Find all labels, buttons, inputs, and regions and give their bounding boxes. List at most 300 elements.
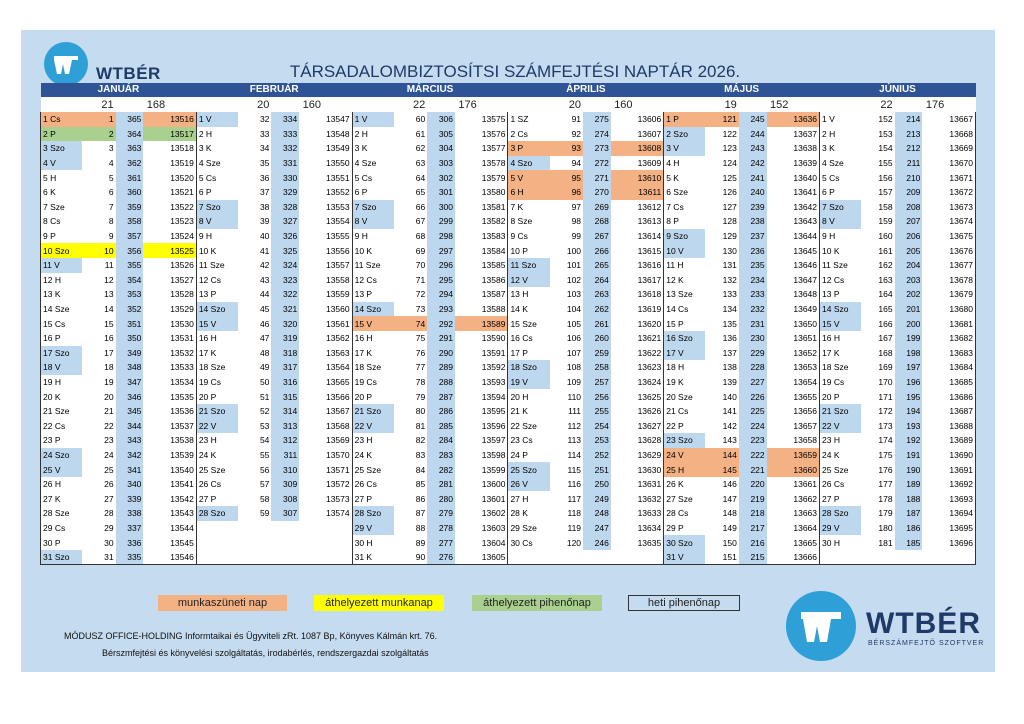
day-label: 6 P xyxy=(820,185,862,200)
day-of-year: 63 xyxy=(394,156,427,171)
day-of-year: 137 xyxy=(705,346,738,361)
day-label: 29 V xyxy=(820,521,862,536)
day-serial: 13610 xyxy=(611,170,664,185)
day-of-year: 4 xyxy=(82,156,115,171)
day-label: 29 P xyxy=(664,521,706,536)
month-workdays: 20 xyxy=(508,97,583,112)
day-serial: 13518 xyxy=(143,141,196,156)
day-of-year: 144 xyxy=(705,448,738,463)
days-remaining: 185 xyxy=(895,535,923,550)
day-label: 30 Szo xyxy=(664,535,706,550)
day-of-year: 64 xyxy=(394,170,427,185)
day-of-year: 30 xyxy=(82,535,115,550)
day-label: 22 V xyxy=(196,418,238,433)
day-serial: 13627 xyxy=(611,418,664,433)
day-label: 14 K xyxy=(508,302,550,317)
day-label: 27 K xyxy=(41,491,83,506)
day-label: 12 Cs xyxy=(352,273,394,288)
empty-cell xyxy=(271,550,299,565)
day-serial: 13692 xyxy=(922,477,975,492)
day-serial: 13516 xyxy=(143,112,196,127)
day-label: 8 Sze xyxy=(508,214,550,229)
day-label: 10 K xyxy=(820,243,862,258)
day-of-year: 174 xyxy=(861,433,894,448)
day-serial: 13594 xyxy=(455,389,508,404)
day-serial: 13691 xyxy=(922,462,975,477)
day-label: 27 P xyxy=(820,491,862,506)
days-remaining: 299 xyxy=(427,214,455,229)
day-label: 28 Sze xyxy=(41,506,83,521)
day-of-year: 54 xyxy=(238,433,271,448)
day-of-year: 34 xyxy=(238,141,271,156)
day-of-year: 89 xyxy=(394,535,427,550)
day-serial: 13620 xyxy=(611,316,664,331)
day-serial: 13521 xyxy=(143,185,196,200)
day-serial: 13555 xyxy=(299,229,352,244)
empty-cell xyxy=(820,550,862,565)
day-label: 11 Sze xyxy=(352,258,394,273)
day-label: 2 H xyxy=(196,127,238,142)
day-of-year: 100 xyxy=(550,243,583,258)
day-label: 4 Sze xyxy=(820,156,862,171)
day-serial: 13611 xyxy=(611,185,664,200)
days-remaining: 202 xyxy=(895,287,923,302)
day-serial: 13536 xyxy=(143,404,196,419)
days-remaining: 347 xyxy=(116,375,144,390)
day-label: 26 K xyxy=(664,477,706,492)
day-of-year: 6 xyxy=(82,185,115,200)
day-label: 16 Cs xyxy=(508,331,550,346)
day-serial: 13614 xyxy=(611,229,664,244)
days-remaining: 228 xyxy=(739,360,767,375)
days-remaining: 248 xyxy=(583,506,611,521)
day-label: 1 V xyxy=(820,112,862,127)
days-remaining: 323 xyxy=(271,273,299,288)
days-remaining: 274 xyxy=(583,127,611,142)
day-serial: 13583 xyxy=(455,229,508,244)
day-of-year: 147 xyxy=(705,491,738,506)
day-of-year: 74 xyxy=(394,316,427,331)
day-label: 23 Cs xyxy=(508,433,550,448)
day-label: 25 Sze xyxy=(196,462,238,477)
days-remaining: 285 xyxy=(427,418,455,433)
day-label: 9 Cs xyxy=(508,229,550,244)
days-remaining: 211 xyxy=(895,156,923,171)
day-serial: 13524 xyxy=(143,229,196,244)
day-of-year: 138 xyxy=(705,360,738,375)
days-remaining: 257 xyxy=(583,375,611,390)
day-serial: 13608 xyxy=(611,141,664,156)
day-serial: 13668 xyxy=(922,127,975,142)
day-serial: 13517 xyxy=(143,127,196,142)
days-remaining: 345 xyxy=(116,404,144,419)
days-remaining: 330 xyxy=(271,170,299,185)
day-label: 28 Szo xyxy=(352,506,394,521)
days-remaining: 210 xyxy=(895,170,923,185)
day-serial: 13688 xyxy=(922,418,975,433)
day-serial: 13525 xyxy=(143,243,196,258)
days-remaining: 357 xyxy=(116,229,144,244)
footer-company: MÓDUSZ OFFICE-HOLDING Informtaikai és Ügyviteli zRt. 1087 Bp, Könyves Kálmán krt. 76. xyxy=(64,631,438,641)
day-of-year: 41 xyxy=(238,243,271,258)
day-serial: 13605 xyxy=(455,550,508,565)
day-serial: 13647 xyxy=(767,273,820,288)
day-serial: 13592 xyxy=(455,360,508,375)
days-remaining: 305 xyxy=(427,127,455,142)
days-remaining: 342 xyxy=(116,448,144,463)
day-serial: 13547 xyxy=(299,112,352,127)
day-serial: 13618 xyxy=(611,287,664,302)
day-of-year: 167 xyxy=(861,331,894,346)
day-of-year: 73 xyxy=(394,302,427,317)
days-remaining: 246 xyxy=(583,535,611,550)
day-label: 13 H xyxy=(508,287,550,302)
day-label: 14 Szo xyxy=(352,302,394,317)
day-of-year: 134 xyxy=(705,302,738,317)
day-of-year: 65 xyxy=(394,185,427,200)
day-of-year: 132 xyxy=(705,273,738,288)
day-label: 4 Sze xyxy=(352,156,394,171)
days-remaining: 206 xyxy=(895,229,923,244)
day-label: 6 Sze xyxy=(664,185,706,200)
month-workdays: 19 xyxy=(664,97,739,112)
days-remaining: 215 xyxy=(739,550,767,565)
days-remaining: 235 xyxy=(739,258,767,273)
day-serial: 13613 xyxy=(611,214,664,229)
day-of-year: 123 xyxy=(705,141,738,156)
day-label: 23 H xyxy=(196,433,238,448)
day-of-year: 142 xyxy=(705,418,738,433)
legend-weekend: heti pihenőnap xyxy=(628,595,740,611)
day-label: 7 Sze xyxy=(41,200,83,215)
day-label: 26 Cs xyxy=(820,477,862,492)
days-remaining: 195 xyxy=(895,389,923,404)
days-remaining: 242 xyxy=(739,156,767,171)
day-label: 17 K xyxy=(352,346,394,361)
day-of-year: 135 xyxy=(705,316,738,331)
day-label: 7 Cs xyxy=(664,200,706,215)
day-label: 27 P xyxy=(196,491,238,506)
day-of-year: 66 xyxy=(394,200,427,215)
day-of-year: 86 xyxy=(394,491,427,506)
days-remaining: 364 xyxy=(116,127,144,142)
day-label: 23 P xyxy=(41,433,83,448)
day-of-year: 72 xyxy=(394,287,427,302)
day-label: 8 V xyxy=(820,214,862,229)
day-of-year: 8 xyxy=(82,214,115,229)
day-serial: 13679 xyxy=(922,287,975,302)
day-serial: 13621 xyxy=(611,331,664,346)
day-serial: 13622 xyxy=(611,346,664,361)
days-remaining: 238 xyxy=(739,214,767,229)
days-remaining: 306 xyxy=(427,112,455,127)
day-of-year: 24 xyxy=(82,448,115,463)
days-remaining: 336 xyxy=(116,535,144,550)
day-of-year: 98 xyxy=(550,214,583,229)
day-of-year: 180 xyxy=(861,521,894,536)
empty-cell xyxy=(299,550,352,565)
days-remaining: 213 xyxy=(895,127,923,142)
day-serial: 13642 xyxy=(767,200,820,215)
days-remaining: 198 xyxy=(895,346,923,361)
day-label: 16 H xyxy=(820,331,862,346)
empty-cell xyxy=(895,550,923,565)
day-serial: 13549 xyxy=(299,141,352,156)
day-label: 2 H xyxy=(820,127,862,142)
day-serial: 13519 xyxy=(143,156,196,171)
page-title: TÁRSADALOMBIZTOSÍTSI SZÁMFEJTÉSI NAPTÁR 2026. xyxy=(289,62,741,81)
empty-cell xyxy=(238,535,271,550)
day-serial: 13693 xyxy=(922,491,975,506)
days-remaining: 221 xyxy=(739,462,767,477)
month-hours: 176 xyxy=(895,97,976,112)
day-serial: 13539 xyxy=(143,448,196,463)
day-label: 27 P xyxy=(352,491,394,506)
days-remaining: 243 xyxy=(739,141,767,156)
day-label: 10 Szo xyxy=(41,243,83,258)
day-serial: 13579 xyxy=(455,170,508,185)
day-label: 18 V xyxy=(41,360,83,375)
days-remaining: 261 xyxy=(583,316,611,331)
day-label: 25 H xyxy=(664,462,706,477)
day-serial: 13636 xyxy=(767,112,820,127)
day-of-year: 45 xyxy=(238,302,271,317)
days-remaining: 295 xyxy=(427,273,455,288)
day-of-year: 122 xyxy=(705,127,738,142)
days-remaining: 318 xyxy=(271,346,299,361)
days-remaining: 349 xyxy=(116,346,144,361)
day-label: 6 H xyxy=(508,185,550,200)
day-of-year: 156 xyxy=(861,170,894,185)
day-serial: 13662 xyxy=(767,491,820,506)
day-label: 8 Cs xyxy=(41,214,83,229)
days-remaining: 353 xyxy=(116,287,144,302)
days-remaining: 264 xyxy=(583,273,611,288)
days-remaining: 355 xyxy=(116,258,144,273)
days-remaining: 361 xyxy=(116,170,144,185)
days-remaining: 226 xyxy=(739,389,767,404)
day-serial: 13625 xyxy=(611,389,664,404)
day-serial: 13685 xyxy=(922,375,975,390)
days-remaining: 321 xyxy=(271,302,299,317)
day-label: 14 Szo xyxy=(196,302,238,317)
day-of-year: 117 xyxy=(550,491,583,506)
day-serial: 13591 xyxy=(455,346,508,361)
day-serial: 13640 xyxy=(767,170,820,185)
days-remaining: 356 xyxy=(116,243,144,258)
day-of-year: 136 xyxy=(705,331,738,346)
day-serial: 13573 xyxy=(299,491,352,506)
days-remaining: 325 xyxy=(271,243,299,258)
day-of-year: 109 xyxy=(550,375,583,390)
days-remaining: 233 xyxy=(739,287,767,302)
day-label: 6 P xyxy=(196,185,238,200)
day-of-year: 169 xyxy=(861,360,894,375)
days-remaining: 278 xyxy=(427,521,455,536)
days-remaining: 267 xyxy=(583,229,611,244)
day-of-year: 160 xyxy=(861,229,894,244)
day-serial: 13564 xyxy=(299,360,352,375)
day-serial: 13588 xyxy=(455,302,508,317)
day-serial: 13650 xyxy=(767,316,820,331)
day-of-year: 9 xyxy=(82,229,115,244)
day-label: 3 K xyxy=(196,141,238,156)
day-label: 9 Szo xyxy=(664,229,706,244)
day-of-year: 56 xyxy=(238,462,271,477)
day-of-year: 129 xyxy=(705,229,738,244)
day-serial: 13567 xyxy=(299,404,352,419)
day-label: 5 K xyxy=(664,170,706,185)
days-remaining: 200 xyxy=(895,316,923,331)
day-serial: 13533 xyxy=(143,360,196,375)
day-of-year: 90 xyxy=(394,550,427,565)
days-remaining: 333 xyxy=(271,127,299,142)
day-of-year: 47 xyxy=(238,331,271,346)
days-remaining: 256 xyxy=(583,389,611,404)
day-label: 16 H xyxy=(352,331,394,346)
day-label: 10 V xyxy=(664,243,706,258)
day-serial: 13633 xyxy=(611,506,664,521)
days-remaining: 234 xyxy=(739,273,767,288)
day-label: 9 P xyxy=(41,229,83,244)
day-serial: 13520 xyxy=(143,170,196,185)
day-of-year: 168 xyxy=(861,346,894,361)
day-serial: 13551 xyxy=(299,170,352,185)
day-of-year: 159 xyxy=(861,214,894,229)
day-label: 21 K xyxy=(508,404,550,419)
month-header: MÁJUS xyxy=(664,83,820,97)
day-of-year: 131 xyxy=(705,258,738,273)
day-of-year: 106 xyxy=(550,331,583,346)
day-label: 18 Sze xyxy=(352,360,394,375)
day-label: 21 Sze xyxy=(41,404,83,419)
days-remaining: 219 xyxy=(739,491,767,506)
days-remaining: 351 xyxy=(116,316,144,331)
day-of-year: 172 xyxy=(861,404,894,419)
month-hours: 176 xyxy=(427,97,508,112)
day-label: 16 H xyxy=(196,331,238,346)
day-serial: 13694 xyxy=(922,506,975,521)
day-of-year: 87 xyxy=(394,506,427,521)
days-remaining: 346 xyxy=(116,389,144,404)
footer-services: Bérszmfejtési és könyvelési szolgáltatás, irodabérlés, rendszergazdai szolgáltatás xyxy=(102,648,429,658)
day-serial: 13563 xyxy=(299,346,352,361)
days-remaining: 289 xyxy=(427,360,455,375)
day-label: 20 K xyxy=(41,389,83,404)
day-serial: 13530 xyxy=(143,316,196,331)
days-remaining: 291 xyxy=(427,331,455,346)
day-serial: 13657 xyxy=(767,418,820,433)
day-label: 17 Szo xyxy=(41,346,83,361)
day-serial: 13615 xyxy=(611,243,664,258)
day-of-year: 31 xyxy=(82,550,115,565)
day-of-year: 39 xyxy=(238,214,271,229)
day-label: 28 Cs xyxy=(664,506,706,521)
day-of-year: 16 xyxy=(82,331,115,346)
day-of-year: 20 xyxy=(82,389,115,404)
day-serial: 13597 xyxy=(455,433,508,448)
days-remaining: 220 xyxy=(739,477,767,492)
day-of-year: 111 xyxy=(550,404,583,419)
day-label: 24 K xyxy=(352,448,394,463)
day-of-year: 115 xyxy=(550,462,583,477)
day-label: 25 Sze xyxy=(352,462,394,477)
day-label: 20 P xyxy=(196,389,238,404)
day-serial: 13664 xyxy=(767,521,820,536)
day-of-year: 97 xyxy=(550,200,583,215)
days-remaining: 313 xyxy=(271,418,299,433)
day-label: 21 Szo xyxy=(352,404,394,419)
day-serial: 13696 xyxy=(922,535,975,550)
day-serial: 13548 xyxy=(299,127,352,142)
day-label: 5 V xyxy=(508,170,550,185)
days-remaining: 203 xyxy=(895,273,923,288)
month-workdays: 22 xyxy=(352,97,427,112)
day-label: 16 P xyxy=(41,331,83,346)
day-of-year: 94 xyxy=(550,156,583,171)
day-of-year: 92 xyxy=(550,127,583,142)
month-workdays: 20 xyxy=(196,97,271,112)
day-of-year: 153 xyxy=(861,127,894,142)
empty-cell xyxy=(922,550,975,565)
day-serial: 13578 xyxy=(455,156,508,171)
day-of-year: 79 xyxy=(394,389,427,404)
day-serial: 13653 xyxy=(767,360,820,375)
day-of-year: 165 xyxy=(861,302,894,317)
day-label: 15 V xyxy=(820,316,862,331)
day-serial: 13672 xyxy=(922,185,975,200)
day-of-year: 78 xyxy=(394,375,427,390)
day-serial: 13602 xyxy=(455,506,508,521)
days-remaining: 273 xyxy=(583,141,611,156)
day-label: 7 Szo xyxy=(196,200,238,215)
days-remaining: 279 xyxy=(427,506,455,521)
day-label: 3 Szo xyxy=(41,141,83,156)
day-serial: 13574 xyxy=(299,506,352,521)
day-label: 10 P xyxy=(508,243,550,258)
days-remaining: 326 xyxy=(271,229,299,244)
day-of-year: 35 xyxy=(238,156,271,171)
day-label: 24 Szo xyxy=(41,448,83,463)
day-of-year: 175 xyxy=(861,448,894,463)
days-remaining: 302 xyxy=(427,170,455,185)
day-of-year: 83 xyxy=(394,448,427,463)
day-serial: 13590 xyxy=(455,331,508,346)
days-remaining: 362 xyxy=(116,156,144,171)
day-serial: 13644 xyxy=(767,229,820,244)
days-remaining: 344 xyxy=(116,418,144,433)
days-remaining: 263 xyxy=(583,287,611,302)
day-label: 9 H xyxy=(352,229,394,244)
day-label: 14 Sze xyxy=(41,302,83,317)
days-remaining: 225 xyxy=(739,404,767,419)
day-of-year: 139 xyxy=(705,375,738,390)
day-serial: 13628 xyxy=(611,433,664,448)
day-label: 29 Cs xyxy=(41,521,83,536)
days-remaining: 288 xyxy=(427,375,455,390)
day-label: 12 K xyxy=(664,273,706,288)
empty-cell xyxy=(196,535,238,550)
day-serial: 13550 xyxy=(299,156,352,171)
day-serial: 13586 xyxy=(455,273,508,288)
day-serial: 13532 xyxy=(143,346,196,361)
days-remaining: 310 xyxy=(271,462,299,477)
days-remaining: 300 xyxy=(427,200,455,215)
day-serial: 13646 xyxy=(767,258,820,273)
day-label: 5 H xyxy=(41,170,83,185)
days-remaining: 308 xyxy=(271,491,299,506)
day-of-year: 25 xyxy=(82,462,115,477)
